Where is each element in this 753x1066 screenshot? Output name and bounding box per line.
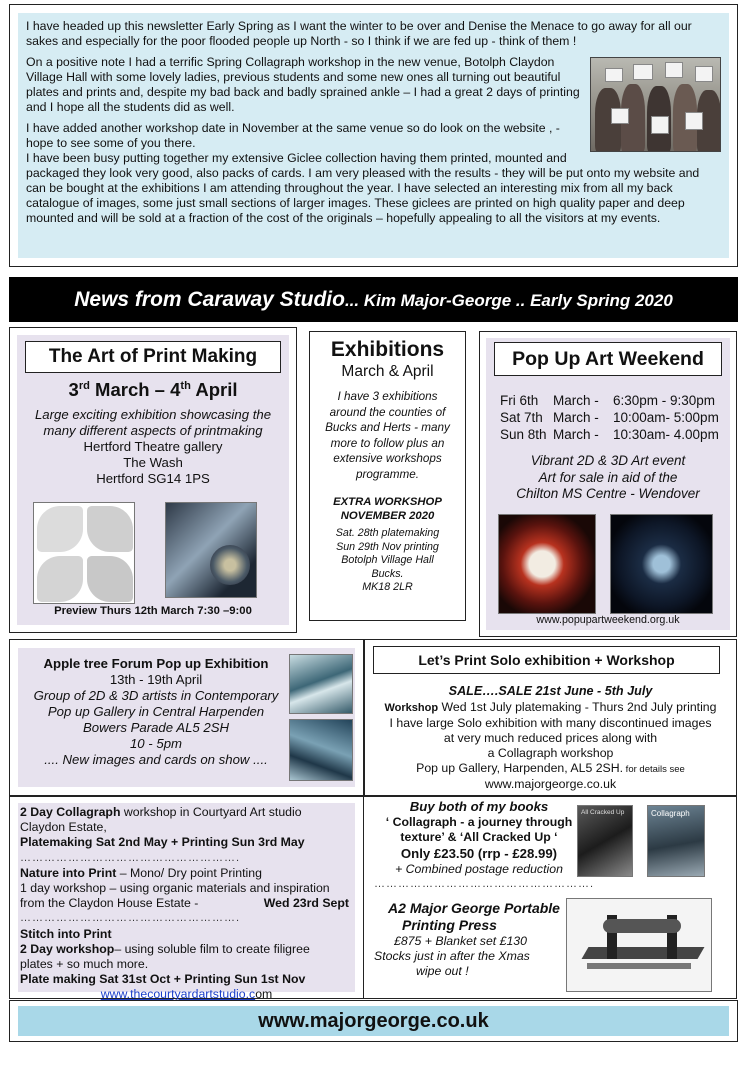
apple-dates: 13th - 19th April [109,672,203,687]
books-title: Buy both of my books [409,799,549,814]
divider-dots: ………………………………………………. [20,851,241,864]
press-panel [364,892,737,999]
courtyard-line-5: 1 day workshop – using organic materials and inspiration [20,881,330,896]
extra-workshop-line-3: Botolph Village Hall [341,554,434,566]
books-postage: + Combined postage reduction [395,862,563,876]
solo-line-4: Pop up Gallery, Harpenden, AL5 2SH. for details see [416,760,685,775]
print-making-venue-1: Hertford Theatre gallery [83,439,223,454]
press-stock-2: wipe out ! [416,964,469,978]
print-making-venue-2: The Wash [123,455,183,470]
courtyard-line-1: 2 Day Collagraph workshop in Courtyard Art studio [20,805,302,819]
print-making-panel [9,327,297,633]
solo-line-2: at very much reduced prices along with [443,730,658,745]
intro-paragraph-1: I have headed up this newsletter Early Spring as I want the winter to be over and Denise the Menace to go away for all our sakes and especially for the poor flooded people up North - so I think if we are fed up - think of them ! [26,19,692,48]
popup-website[interactable]: www.popupartweekend.org.uk [536,614,680,626]
preview-note: Preview Thurs 12th March 7:30 –9:00 [54,605,252,617]
extra-workshop-line-4: Bucks. [371,567,404,580]
popup-desc-1: Vibrant 2D & 3D Art event [530,453,686,468]
popup-schedule [494,392,722,443]
press-title-1: A2 Major George Portable [388,900,560,916]
press-title-2: Printing Press [402,917,497,933]
popup-schedule-row: Sat 7th March - 10:00am- 5:00pm [500,410,719,425]
courtyard-line-6: from the Claydon House Estate - Wed 23rd Sept [20,896,349,911]
solo-website[interactable]: www.majorgeorge.co.uk [484,776,617,791]
abstract-print-image [165,502,257,598]
print-making-venue-3: Hertford SG14 1PS [96,471,210,486]
apple-line-5: .... New images and cards on show .... [44,752,268,767]
exhibitions-title: Exhibitions [330,338,445,361]
books-line-2: texture’ & ‘All Cracked Up ‘ [400,830,558,844]
intro-paragraph-3: I have added another workshop date in November at the same venue so do look on the website , - hope to see some of you there. [26,121,560,150]
press-price: £875 + Blanket set £130 [394,934,527,948]
book-cover-collagraph: Collagraph [647,805,705,877]
solo-title: Let’s Print Solo exhibition + Workshop [373,646,720,674]
courtyard-line-3: Platemaking Sat 2nd May + Printing Sun 3rd May [20,835,305,850]
books-line-1: ‘ Collagraph - a journey through [385,815,573,829]
courtyard-line-2: Claydon Estate, [20,820,107,835]
popup-desc-2: Art for sale in aid of the [538,469,678,485]
apple-title: Apple tree Forum Pop up Exhibition [43,656,269,671]
solo-exhibition-panel [364,639,737,796]
apple-line-4: 10 - 5pm [129,736,183,751]
blue-bowl-image [610,514,713,614]
apple-line-2: Pop up Gallery in Central Harpenden [47,704,265,719]
courtyard-website[interactable]: www.thecourtyardartstudio.com [100,987,273,1002]
popup-weekend-panel [479,331,737,637]
banner-subtitle: ... Kim Major-George .. Early Spring 2020 [344,291,673,310]
intro-paragraph-4: I have been busy putting together my extensive Giclee collection having them printed, mounted and packaged they look very good, also packs of cards. I am very pleased with the results - they will be put onto my website and can be bought at the exhibitions I am attending throughout the year. I have selected an interesting mix from all my back catalogue of images, some just small sections of larger images. These giclees are printed on high quality paper and deep mounted and will be sold at a fraction of the cost of the originals – hopefully appealing to all the visitors at my events. [26,151,700,225]
solo-line-3: a Collagraph workshop [487,745,614,760]
intro-text-panel [18,13,729,258]
courtyard-line-10: Plate making Sat 31st Oct + Printing Sun 1st Nov [20,972,306,987]
workshop-group-photo [590,57,721,152]
banner-title: News from Caraway Studio [74,288,345,311]
newsletter-banner [9,277,738,322]
printing-press-image [566,898,712,992]
solo-workshop-line: Workshop Wed 1st July platemaking - Thurs 2nd July printing [384,699,717,714]
intro-section [9,4,738,267]
exhibitions-subtitle: March & April [341,363,434,380]
exhibitions-description: I have 3 exhibitions around the counties of Bucks and Herts - many more to follow plus an extensive workshops programme. [325,390,450,481]
apple-line-1: Group of 2D & 3D artists in Contemporary [33,688,279,703]
footer [9,1000,738,1042]
print-making-description: Large exciting exhibition showcasing the many different aspects of printmaking [34,407,272,438]
popup-desc-3: Chilton MS Centre - Wendover [516,486,700,501]
extra-workshop-title: EXTRA WORKSHOP NOVEMBER 2020 [333,496,442,522]
courtyard-line-7: Stitch into Print [20,926,112,941]
books-panel [364,796,737,892]
apple-line-3: Bowers Parade AL5 2SH [82,720,230,735]
book-cover-all-cracked-up: All Cracked Up [577,805,633,877]
popup-title: Pop Up Art Weekend [494,342,722,376]
leaf-prints-image [33,502,135,604]
press-stock-1: Stocks just in after the Xmas [374,949,530,963]
popup-schedule-row: Fri 6th March - 6:30pm - 9:30pm [500,393,716,408]
books-price: Only £23.50 (rrp - £28.99) [400,846,558,861]
divider-dots: ………………………………………………. [374,878,595,890]
intro-paragraph-2: On a positive note I had a terrific Spring Collagraph workshop in the new venue, Botolph Claydon Village Hall with some lovely ladies, previous students and some new ones all turning out beautiful plates and prints and, despite my bad back and badly sprained ankle – I had a great 2 days of printing and I hope all the students did as well. [26,55,580,114]
courtyard-workshops-panel [9,796,364,1002]
wave-print-image [289,654,353,714]
exhibitions-panel [309,331,466,621]
courtyard-line-4: Nature into Print – Mono/ Dry point Printing [20,865,262,880]
extra-workshop-line-5: MK18 2LR [362,581,413,593]
popup-schedule-row: Sun 8th March - 10:30am- 4.00pm [500,427,719,442]
apple-tree-panel [9,639,364,796]
divider-dots: ………………………………………………. [20,912,241,925]
print-making-title: The Art of Print Making [25,341,281,373]
extra-workshop-line-1: Sat. 28th platemaking [335,527,440,539]
red-bowl-image [498,514,596,614]
print-making-dates: 3rd March – 4th April [68,379,238,400]
solo-line-1: I have large Solo exhibition with many discontinued images [389,715,712,730]
extra-workshop-line-2: Sun 29th Nov printing [336,540,439,553]
courtyard-line-9: plates + so much more. [20,957,149,972]
fish-print-image [289,719,353,781]
solo-sale: SALE….SALE 21st June - 5th July [448,684,653,698]
courtyard-line-8: 2 Day workshop– using soluble film to create filigree [20,941,310,956]
footer-website[interactable]: www.majorgeorge.co.uk [18,1006,729,1036]
